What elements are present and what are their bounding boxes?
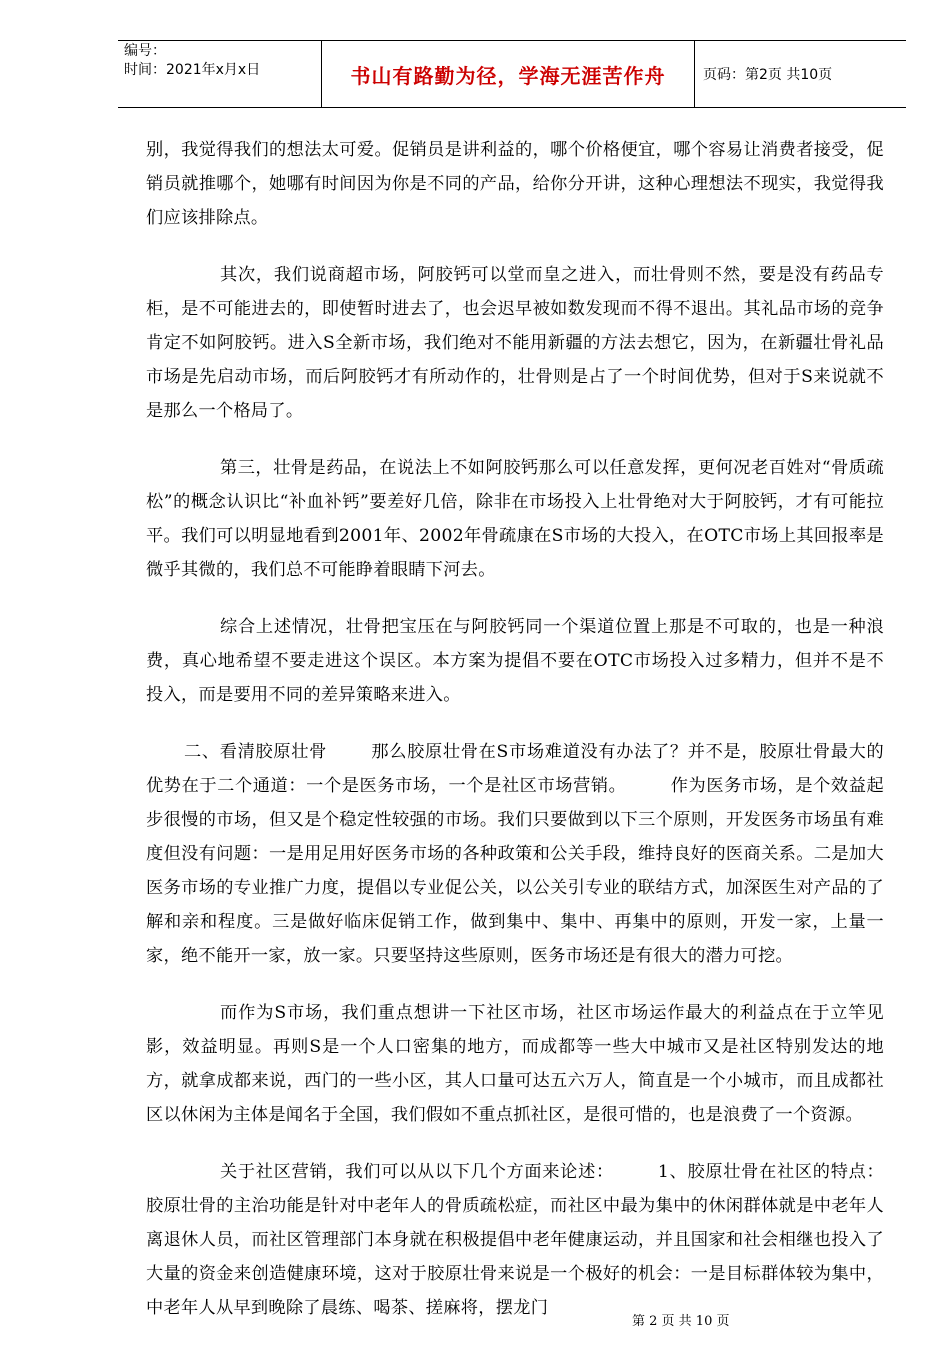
header-meta [118,41,322,108]
paragraph-community: 而作为S市场，我们重点想讲一下社区市场，社区市场运作最大的利益点在于立竿见影，效益明显。再则S是一个人口密集的地方，而成都等一些大中城市又是社区特别发达的地方，就拿成都来说，西门的一些小区，其人口量可达五六万人，简直是一个小城市，而且成都社区以休闲为主体是闻名于全国，我们假如不重点抓社区，是很可惜的，也是浪费了一个资源。 [146,1003,884,1125]
paragraph-community-marketing [146,1155,884,1325]
footer-page-number: 第 2 页 共 10 页 [632,1314,730,1329]
community-marketing-point-one: 1、胶原壮骨在社区的特点：胶原壮骨的主治功能是针对中老年人的骨质疏松症，而社区中最为集中的休闲群体就是中老年人离退休人员，而社区管理部门本身就在积极提倡中老年健康运动，并且国家和社会相继也投入了大量的资金来创造健康环境，这对于胶原壮骨来说是一个极好的机会：一是目标群体较为集中，中老年人从早到晚除了晨练、喝茶、搓麻将，摆龙门 [146,1162,884,1318]
section-two-medical: 作为医务市场，是个效益起步很慢的市场，但又是个稳定性较强的市场。我们只要做到以下三个原则，开发医务市场虽有难度但没有问题：一是用足用好医务市场的各种政策和公关手段，维持良好的医商关系。二是加大医务市场的专业推广力度，提倡以专业促公关，以公关引专业的联结方式，加深医生对产品的了解和亲和程度。三是做好临床促销工作，做到集中、集中、再集中的原则，开发一家，上量一家，绝不能开一家，放一家。只要坚持这些原则，医务市场还是有很大的潜力可挖。 [146,776,884,966]
page-header [118,40,906,108]
paragraph-summary: 综合上述情况，壮骨把宝压在与阿胶钙同一个渠道位置上那是不可取的，也是一种浪费，真心地希望不要走进这个误区。本方案为提倡不要在OTC市场投入过多精力，但并不是不投入，而是要用不同的差异策略来进入。 [146,617,884,705]
paragraph-section-two [146,735,884,973]
section-two-intro: 那么胶原壮骨在S市场难道没有办法了？并不是，胶原壮骨最大的优势在于二个通道：一个是医务市场，一个是社区市场营销。 [146,742,884,796]
document-time-label: 时间：2021年x月x日 [124,62,261,78]
header-motto: 书山有路勤为径，学海无涯苦作舟 [322,41,695,108]
paragraph-secondly: 其次，我们说商超市场，阿胶钙可以堂而皇之进入，而壮骨则不然，要是没有药品专柜，是不可能进去的，即使暂时进去了，也会迟早被如数发现而不得不退出。其礼品市场的竞争肯定不如阿胶钙。进入S全新市场，我们绝对不能用新疆的方法去想它，因为，在新疆壮骨礼品市场是先启动市场，而后阿胶钙才有所动作的，壮骨则是占了一个时间优势，但对于S来说就不是那么一个格局了。 [146,265,884,421]
paragraph-thirdly: 第三，壮骨是药品，在说法上不如阿胶钙那么可以任意发挥，更何况老百姓对“骨质疏松”的概念认识比“补血补钙”要差好几倍，除非在市场投入上壮骨绝对大于阿胶钙，才有可能拉平。我们可以明显地看到2001年、2002年骨疏康在S市场的大投入，在OTC市场上其回报率是微乎其微的，我们总不可能睁着眼睛下河去。 [146,458,884,580]
community-marketing-intro: 关于社区营销，我们可以从以下几个方面来论述： [220,1162,614,1182]
document-number-label: 编号： [124,43,166,59]
paragraph-continuation: 别，我觉得我们的想法太可爱。促销员是讲利益的，哪个价格便宜，哪个容易让消费者接受，促销员就推哪个，她哪有时间因为你是不同的产品，给你分开讲，这种心理想法不现实，我觉得我们应该排除点。 [146,140,884,228]
header-page-info: 页码：第2页 共10页 [695,41,907,108]
section-heading: 二、看清胶原壮骨 [184,742,328,762]
document-body [146,133,884,1348]
